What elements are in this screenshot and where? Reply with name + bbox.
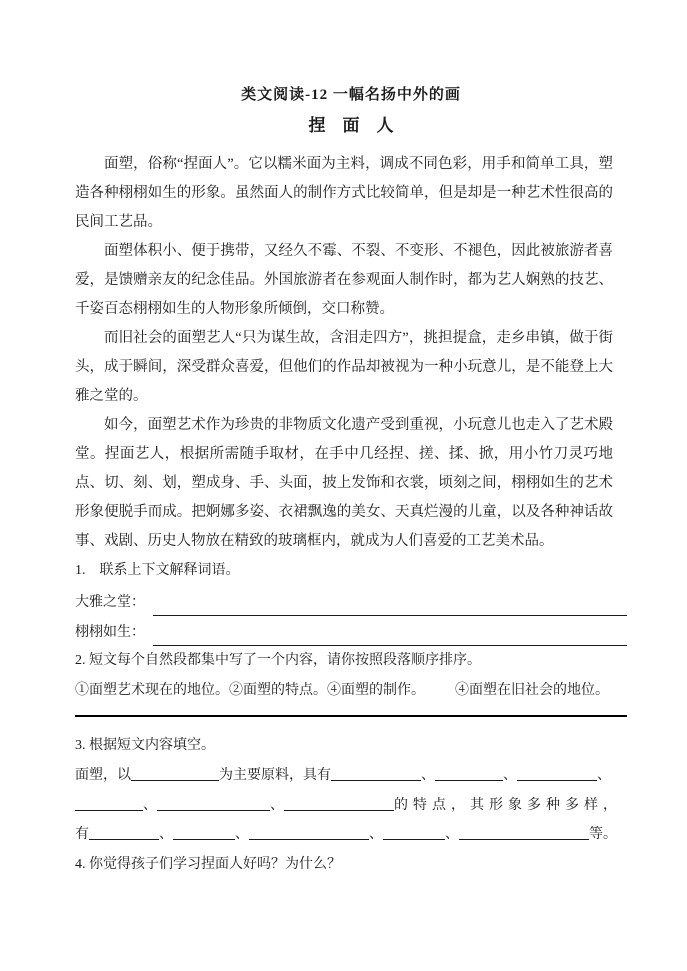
fill-text: 的特点，其形象多种多样， (394, 797, 622, 813)
question-4-label: 4. 你觉得孩子们学习捏面人好吗？为什么？ (75, 856, 341, 872)
question-2-label: 2. 短文每个自然段都集中写了一个内容，请你按照段落顺序排序。 (75, 653, 481, 668)
article-text (75, 150, 627, 556)
question-2-options-left: ①面塑艺术现在的地位。②面塑的特点。④面塑的制作。 (75, 683, 425, 698)
question-3-fill-line-2 (75, 791, 627, 821)
separator: 、 (143, 797, 157, 813)
fill-blank (131, 765, 219, 781)
answer-space (75, 705, 627, 715)
term-label: 栩栩如生： (75, 625, 145, 640)
fill-text: 面塑，以 (75, 768, 131, 783)
question-1-term-row (75, 616, 627, 646)
fill-blank (331, 765, 421, 781)
article-paragraph: 面塑体积小、便于携带，又经久不霉、不裂、不变形、不褪色，因此被旅游者喜爱，是馈赠亲友的纪念佳品。外国旅游者在参观面人制作时，都为艺人娴熟的技艺、千姿百态栩栩如生的人物形象所倾倒，交口称赞。 (75, 243, 613, 317)
fill-blank (435, 765, 503, 781)
separator: 、 (369, 827, 383, 842)
separator: 、 (503, 768, 517, 783)
article-paragraph: 如今，面塑艺术作为珍贵的非物质文化遗产受到重视，小玩意儿也走入了艺术殿堂。捏面艺人，根据所需随手取材，在手中几经捏、搓、揉、掀，用小竹刀灵巧地点、切、刻、划，塑成身、手、头面，披上发饰和衣裳，顷刻之间，栩栩如生的艺术形象便脱手而成。把婀娜多姿、衣裙飘逸的美女、天真烂漫的儿童，以及各种神话故事、戏剧、历史人物放在精致的玻璃框内，就成为人们喜爱的工艺美术品。 (75, 417, 613, 549)
fill-blank (459, 824, 589, 840)
fill-blank (157, 795, 270, 811)
section-divider (75, 715, 627, 717)
question-1-term-row (75, 586, 627, 616)
question-3-fill-line-1 (75, 761, 627, 791)
question-3-fill-line-3 (75, 820, 627, 850)
answer-line (153, 623, 627, 646)
article-subtitle: 捏 面 人 (308, 116, 394, 135)
fill-blank (284, 795, 394, 811)
separator: 、 (235, 827, 249, 842)
article-paragraph: 而旧社会的面塑艺人“只为谋生故，含泪走四方”，挑担提盒，走乡串镇，做于街头，成于瞬间，深受群众喜爱，但他们的作品却被视为一种小玩意儿，是不能登上大雅之堂的。 (75, 330, 613, 404)
separator: 、 (445, 827, 459, 842)
article-paragraph: 面塑，俗称“捏面人”。它以糯米面为主料，调成不同色彩，用手和简单工具，塑造各种栩栩如生的形象。虽然面人的制作方式比较简单，但是却是一种艺术性很高的民间工艺品。 (75, 156, 613, 230)
separator: 、 (270, 797, 284, 813)
fill-blank (249, 824, 369, 840)
term-label: 大雅之堂： (75, 595, 145, 610)
fill-blank (383, 824, 445, 840)
separator: 、 (159, 827, 173, 842)
answer-line (153, 593, 627, 616)
document-title: 类文阅读-12 一幅名扬中外的画 (241, 87, 461, 103)
separator: 、 (597, 768, 611, 783)
fill-blank (173, 824, 235, 840)
fill-text: 等。 (589, 827, 617, 842)
questions-section (75, 556, 627, 880)
fill-text: 为主要原料，具有 (219, 768, 331, 783)
question-3-label: 3. 根据短文内容填空。 (75, 738, 215, 753)
fill-blank (517, 765, 597, 781)
fill-text: 有 (75, 827, 89, 842)
question-2-options-right: ④面塑在旧社会的地位。 (455, 683, 609, 698)
question-1-label: 1. 联系上下文解释词语。 (75, 563, 240, 578)
question-2-options (75, 676, 627, 705)
separator: 、 (421, 768, 435, 783)
fill-blank (89, 824, 159, 840)
fill-blank (75, 795, 143, 811)
